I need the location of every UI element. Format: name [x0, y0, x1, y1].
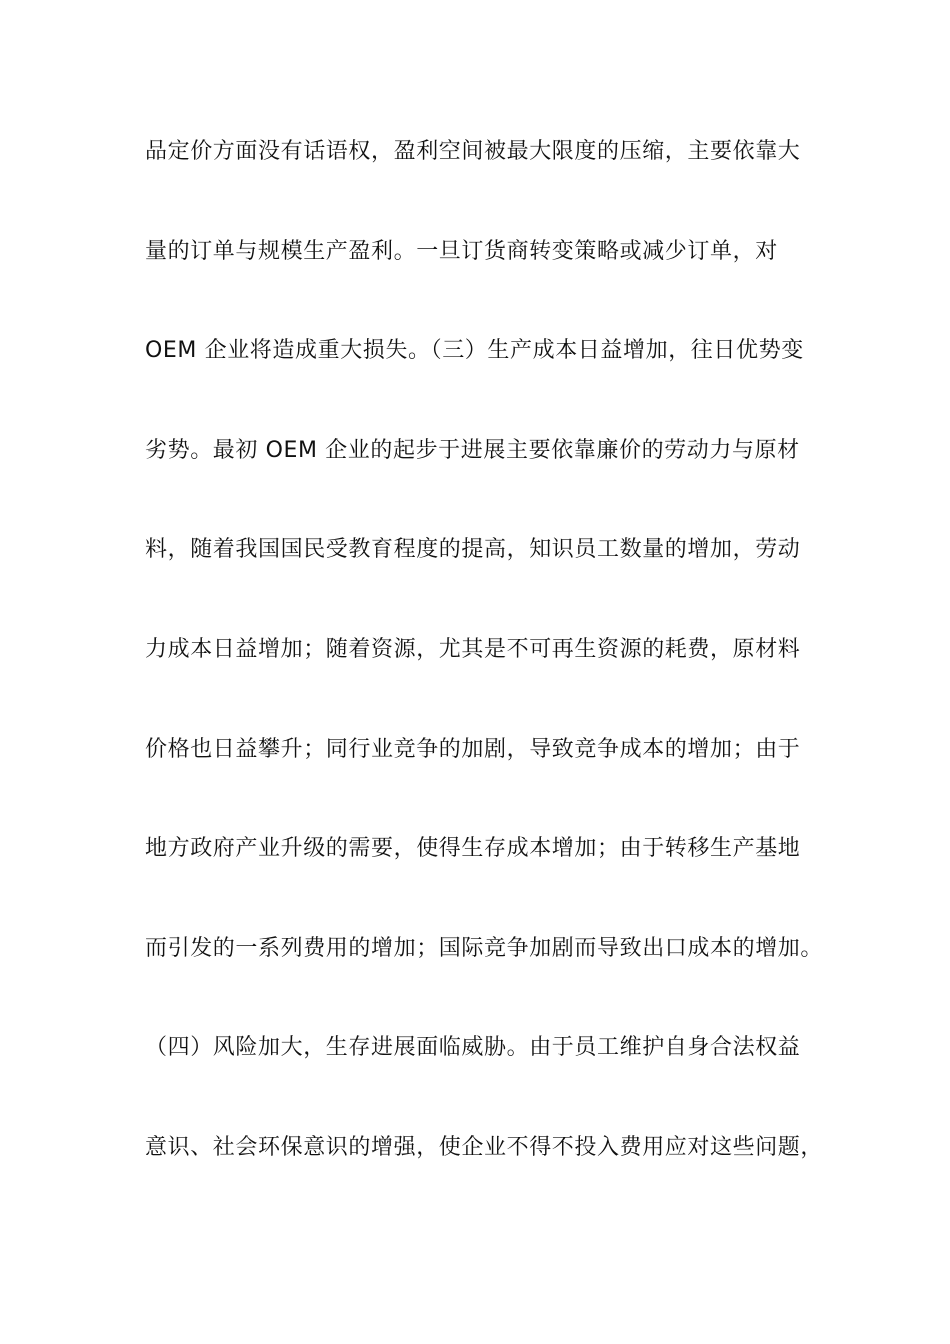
text-line: 量的订单与规模生产盈利。一旦订货商转变策略或减少订单，对	[145, 238, 778, 264]
text-line: （四）风险加大，生存进展面临威胁。由于员工维护自身合法权益	[145, 1035, 801, 1061]
text-line: 劣势。最初 OEM 企业的起步于进展主要依靠廉价的劳动力与原材	[145, 437, 800, 463]
text-line: 意识、社会环保意识的增强，使企业不得不投入费用应对这些问题，	[145, 1134, 824, 1160]
text-line: 价格也日益攀升；同行业竞争的加剧，导致竞争成本的增加；由于	[145, 736, 801, 762]
text-line: OEM 企业将造成重大损失。（三）生产成本日益增加，往日优势变	[145, 338, 804, 364]
text-line: 地方政府产业升级的需要，使得生存成本增加；由于转移生产基地	[145, 836, 801, 862]
text-line: 料，随着我国国民受教育程度的提高，知识员工数量的增加，劳动	[145, 537, 801, 563]
text-line: 而引发的一系列费用的增加；国际竞争加剧而导致出口成本的增加。	[145, 935, 824, 961]
text-line: 品定价方面没有话语权，盈利空间被最大限度的压缩，主要依靠大	[145, 139, 801, 164]
body-text	[145, 128, 824, 1224]
text-line: 力成本日益增加；随着资源，尤其是不可再生资源的耗费，原材料	[145, 636, 801, 662]
